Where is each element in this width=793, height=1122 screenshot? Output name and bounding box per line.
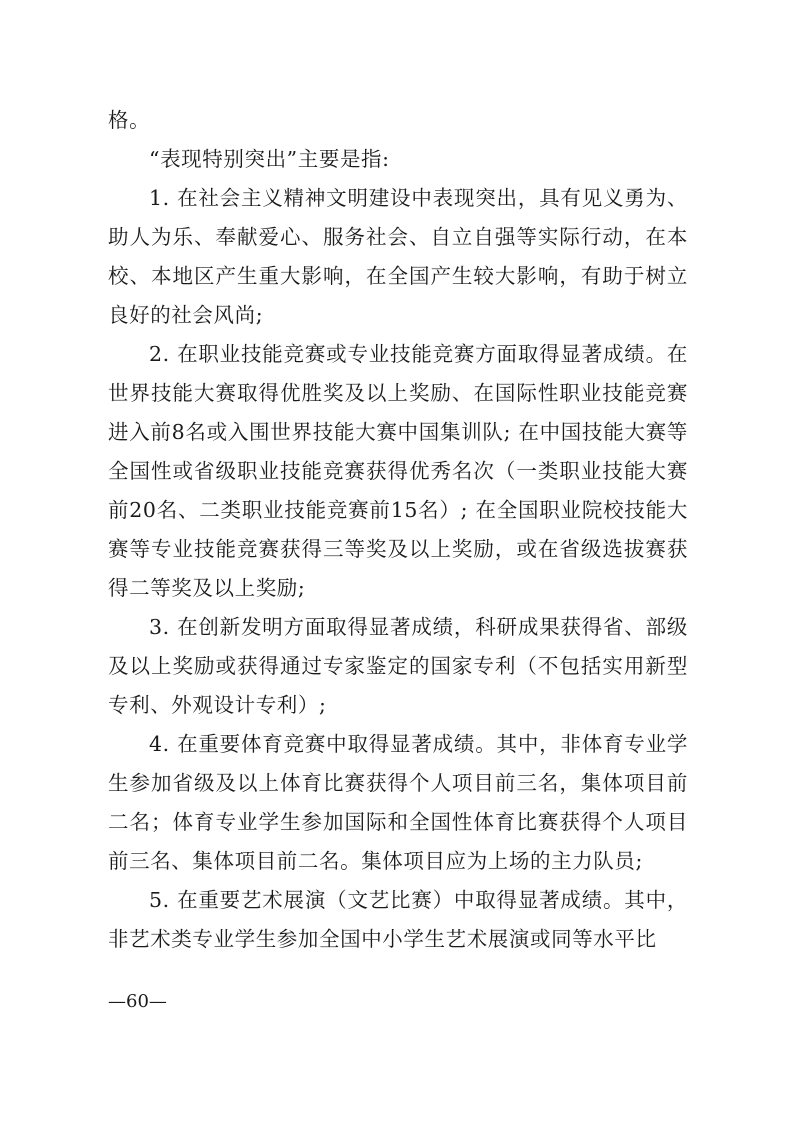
page-number: —60— xyxy=(108,991,167,1012)
paragraph-item-1: 1. 在社会主义精神文明建设中表现突出，具有见义勇为、助人为乐、奉献爱心、服务社会、自立自强等实际行动，在本校、本地区产生重大影响，在全国产生较大影响，有助于树立良好的社会风尚; xyxy=(108,186,688,327)
paragraph-item-2: 2. 在职业技能竞赛或专业技能竞赛方面取得显著成绩。在世界技能大赛取得优胜奖及以上奖励、在国际性职业技能竞赛进入前8名或入围世界技能大赛中国集训队; 在中国技能大赛等全国性或省级职业技能竞赛获得优秀名次（一类职业技能大赛前20名、二类职业技能竞赛前15名）; 在全国职业院校技能大赛等专业技能竞赛获得三等奖及以上奖励，或在省级选拔赛获得二等奖及以上奖励; xyxy=(108,342,688,600)
paragraph-continuation: 格。 xyxy=(108,108,151,132)
paragraph-intro: “表现特别突出”主要是指: xyxy=(149,147,390,171)
paragraph-item-4: 4. 在重要体育竞赛中取得显著成绩。其中，非体育专业学生参加省级及以上体育比赛获得个人项目前三名，集体项目前二名；体育专业学生参加国际和全国性体育比赛获得个人项目前三名、集体项目前二名。集体项目应为上场的主力队员; xyxy=(108,732,688,873)
paragraph-item-3: 3. 在创新发明方面取得显著成绩，科研成果获得省、部级及以上奖励或获得通过专家鉴定的国家专利（不包括实用新型专利、外观设计专利）; xyxy=(108,615,688,717)
document-body xyxy=(108,101,688,959)
paragraph-item-5: 5. 在重要艺术展演（文艺比赛）中取得显著成绩。其中，非艺术类专业学生参加全国中小学生艺术展演或同等水平比 xyxy=(108,888,688,951)
